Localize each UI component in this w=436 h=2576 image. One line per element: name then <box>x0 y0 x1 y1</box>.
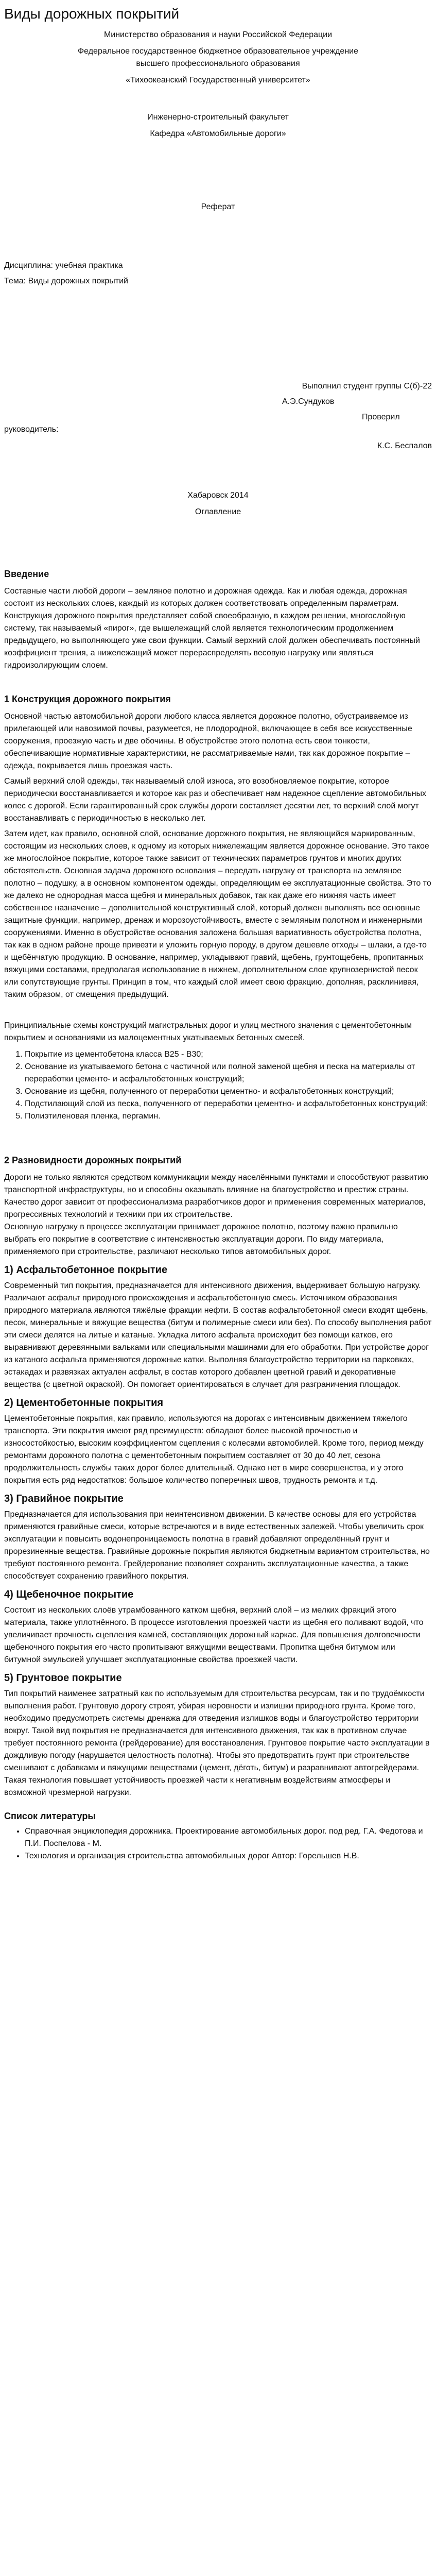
schemes-list <box>4 1048 432 1123</box>
schemes-intro: Принципиальные схемы конструкций магистральных дорог и улиц местного значения с цементобетонным покрытием и основаниями из малоцементных укатываемых бетонных смесей. <box>4 1021 412 1042</box>
list-item: 4. Подстилающий слой из песка, полученного от переработки цементно- и асфальтобетонных конструкций; <box>25 1098 432 1110</box>
supervisor-label: руководитель: <box>4 425 59 434</box>
student-name: А.Э.Сундуков <box>282 397 335 406</box>
doc-type-line: Реферат <box>201 202 235 211</box>
supervisor-name: К.С. Беспалов <box>377 441 432 450</box>
references-heading: Список литературы <box>4 1810 96 1821</box>
discipline-line: Дисциплина: учебная практика <box>4 261 123 270</box>
subsection-heading: 1) Асфальтобетонное покрытие <box>4 1264 168 1276</box>
subsection-heading: 4) Щебеночное покрытие <box>4 1588 134 1600</box>
performed-by-line: Выполнил студент группы С(б)-22 <box>302 381 432 391</box>
intro-heading: Введение <box>4 568 49 579</box>
subsection-text: Современный тип покрытия, предназначается для интенсивного движения, выдерживает большую нагрузку. Различают асфальт природного происхождения и асфальтобетонную смесь. Источником образования природного материала являются тяжёлые фракции нефти. В состав асфальтобетонной смеси входят щебень, песок, минеральные и вяжущие вещества (битум и полимерные смеси или без). По способу выполнения работ эти смеси делятся на литые и катаные. Укладка литого асфальта происходит без помощи катков, его выравнивают деревянными вальками или специальными машинами для его обработки. При устройстве дорог из катаного асфальта применяются дорожные катки. Выполняя благоустройство территории на парковках, эстакадах и развязках актуален асфальт, в состав которого добавлен цветной гравий и декоративные вещества (с цветной окраской). Он помогает ориентироваться в случает для разграничения площадок. <box>4 1281 432 1389</box>
section1-paragraph: Затем идет, как правило, основной слой, основание дорожного покрытия, не являющийся маркированным, состоящим из нескольких слоев, к одному из которых нижележащим является дорожное основание. Это такое же многослойное покрытие, которое также зависит от технических параметров грунтов и многих других обстоятельств. Основная задача дорожного основания – передать нагрузку от транспорта на земляное полотно – подушку, а в основном компонентом одежды, определяющим ее эксплуатационные свойства. Это то же далеко не однородная масса щебня и минеральных добавок, так как даже его нижняя часть имеет собственное назначение – дополнительной конструктивный слой, который должен выполнять все основные защитные функции, например, дренаж и морозоустойчивость, вместе с земляным полотном и инженерными сооружениями. Именно в обустройстве основания заложена большая вариативность обустройства полотна, так как в одном районе проще привезти и уложить горную породу, в другом дешевле отходы – шлаки, а где-то и щебёнчатую продукцию. В основание, например, укладывают гравий, щебень, грунтощебень, пропитанных вяжущими составами, предполагая использование в нижнем, дополнительном слое крупнозернистой песок или сопутствующие грунты. Принцип в том, что каждый слой имеет свою фракцию, дополняя, расклинивая, таким образом, от смещения предыдущий. <box>4 829 431 999</box>
section1-paragraph: Основной частью автомобильной дороги любого класса является дорожное полотно, обустраиваемое из прилегающей или навозимой почвы, разумеется, не плодородной, включающее в себя все искусственные сооружения, проезжую часть и две обочины. В обустройстве этого полотна есть свои тонкости, обеспечивающие нормативные характеристики, не рассматриваемые нами, так как дорожное покрытие – одежда, покрывается лишь проезжая часть. <box>4 711 412 770</box>
document-page <box>0 5 436 2576</box>
city-year-line: Хабаровск 2014 <box>187 490 249 500</box>
topic-line: Тема: Виды дорожных покрытий <box>4 276 128 285</box>
faculty-line: Инженерно-строительный факультет <box>147 112 289 122</box>
subsection-heading: 2) Цементобетонные покрытия <box>4 1397 164 1409</box>
list-item: • Технология и организация строительства автомобильных дорог Автор: Горельшев Н.В. <box>25 1850 432 1862</box>
institution-line-2: высшего профессионального образования <box>136 59 300 68</box>
list-item: • Справочная энциклопедия дорожника. Проектирование автомобильных дорог. под ред. Г.А. Федотова и П.И. Поспелова - М. <box>25 1825 432 1850</box>
ministry-line: Министерство образования и науки Российской Федерации <box>103 30 333 39</box>
subsection-heading: 3) Гравийное покрытие <box>4 1493 124 1504</box>
subsection-heading: 5) Грунтовое покрытие <box>4 1672 122 1684</box>
section2-intro: Основную нагрузку в процессе эксплуатации принимает дорожное полотно, поэтому важно правильно выбрать его покрытие в соответствие с интенсивностью эксплуатации дороги. По виду материала, применяемого при строительстве, различают несколько типов автомобильных дорог. <box>4 1222 398 1256</box>
subsection-text: Состоит из нескольких слоёв утрамбованного катком щебня, верхний слой – из мелких фракций этого материала, также уплотнённого. В процессе изготовления проезжей части из щебня его поливают водой, что увеличивает прочность сцепления камней, составляющих дорожный каркас. Для повышения долговечности щебеночного покрытия его часто пропитывают вяжущими веществами. Пропитка щебня битумом или битумной эмульсией улучшает эксплуатационные свойства проезжей части. <box>4 1605 424 1664</box>
section1-paragraph: Самый верхний слой одежды, так называемый слой износа, это возобновляемое покрытие, которое периодически восстанавливается и которое как раз и обеспечивает нам надежное сцепление автомобильных колес с дорогой. Если гарантированный срок службы дороги составляет десятки лет, то верхний слой могут восстанавливать с периодичностью в несколько лет. <box>4 776 427 823</box>
section2-heading: 2 Разновидности дорожных покрытий <box>4 1155 182 1165</box>
list-item: 3. Основание из щебня, полученного от переработки цементно- и асфальтобетонных конструкций; <box>25 1086 432 1098</box>
section2-intro: Дороги не только являются средством коммуникации между населёнными пунктами и способствуют развитию транспортной инфраструктуры, но и способны оказывать влияние на благоустройство и престиж страны. Качество дорог зависит от профессионализма разработчиков дорог и применения современных материалов, прогрессивных технологий и техники при их строительстве. <box>4 1173 429 1219</box>
references-list <box>4 1825 432 1862</box>
title-page <box>4 29 432 518</box>
department-line: Кафедра «Автомобильные дороги» <box>150 129 286 138</box>
subsection-text: Предназначается для использования при неинтенсивном движении. В качестве основы для его устройства применяются гравийные смеси, которые встречаются и в виде естественных залежей. Чтобы увеличить срок эксплуатации и повысить водонепроницаемость полотна в гравий добавляют определённый грунт и прорезиненные вещества. Гравийные дорожные покрытия являются бюджетным вариантом строительства, но требуют постоянного ремонта. Грейдерование позволяет сохранить эксплуатационные качества, а также способствует сохранению гравийного покрытия. <box>4 1510 430 1581</box>
list-item: 5. Полиэтиленовая пленка, пергамин. <box>25 1110 432 1123</box>
intro-text: Составные части любой дороги – земляное полотно и дорожная одежда. Как и любая одежда, дорожная состоит из нескольких слоев, каждый из которых должен соответствовать определенным параметрам. Конструкция дорожного покрытия представляет собой своеобразную, в каждом решении, многослойную систему, так называемый «пирог», где вышележащий слой является технологическим продолжением предыдущего, но выполняющего уже свои функции. Самый верхний слой должен обеспечивать постоянный коэффициент трения, а нижележащий может перераспределять весовую нагрузку или являться гидроизолирующим слоем. <box>4 586 420 670</box>
subsection-text: Цементобетонные покрытия, как правило, используются на дорогах с интенсивным движением тяжелого транспорта. Эти покрытия имеют ряд преимуществ: обладают более высокой прочностью и износостойкостью, высоким коэффициентом сцепления с колесами автомобилей. Кроме того, период между ремонтами дорожного полотна с цементобетонным покрытием составляет от 30 до 40 лет, сезона продолжительность службы таких дорог более длительный. Однако нет в мире совершенства, и у этого покрытия есть ряд недостатков: большое количество поперечных швов, трудность ремонта и т.д. <box>4 1414 424 1485</box>
list-item: 2. Основание из укатываемого бетона с частичной или полной заменой щебня и песка на материалы от переработки цементо- и асфальтобетонных конструкций; <box>25 1061 432 1086</box>
institution-line-1: Федеральное государственное бюджетное образовательное учреждение <box>78 46 358 56</box>
contents-heading: Оглавление <box>195 507 241 516</box>
page-title: Виды дорожных покрытий <box>4 6 180 22</box>
university-line: «Тихоокеанский Государственный университет» <box>126 75 310 84</box>
list-item: 1. Покрытие из цементобетона класса В25 - В30; <box>25 1048 432 1061</box>
checked-by-line: Проверил <box>362 412 400 421</box>
subsection-text: Тип покрытий наименее затратный как по используемым для строительства ресурсам, так и по трудоёмкости выполнения работ. Грунтовую дорогу строят, убирая неровности и излишки природного грунта. Кроме того, необходимо предусмотреть системы дренажа для отведения излишков воды и благоустройство территории вокруг. Такой вид покрытия не предназначается для интенсивного движения, так как в противном случае требует постоянного ремонта (грейдерование) для восстановления. Грунтовое покрытие часто эксплуатации в дождливую погоду (нарушается целостность полотна). Чтобы это предотвратить грунт при строительстве смешивают с добавками и вяжущими веществами (цемент, дёготь, битум) и разравнивают автогрейдерами. Такая технология повышает устойчивость проезжей части к негативным воздействиям атмосферы и возможной чрезмерной нагрузки. <box>4 1689 430 1797</box>
section1-heading: 1 Конструкция дорожного покрытия <box>4 693 171 704</box>
